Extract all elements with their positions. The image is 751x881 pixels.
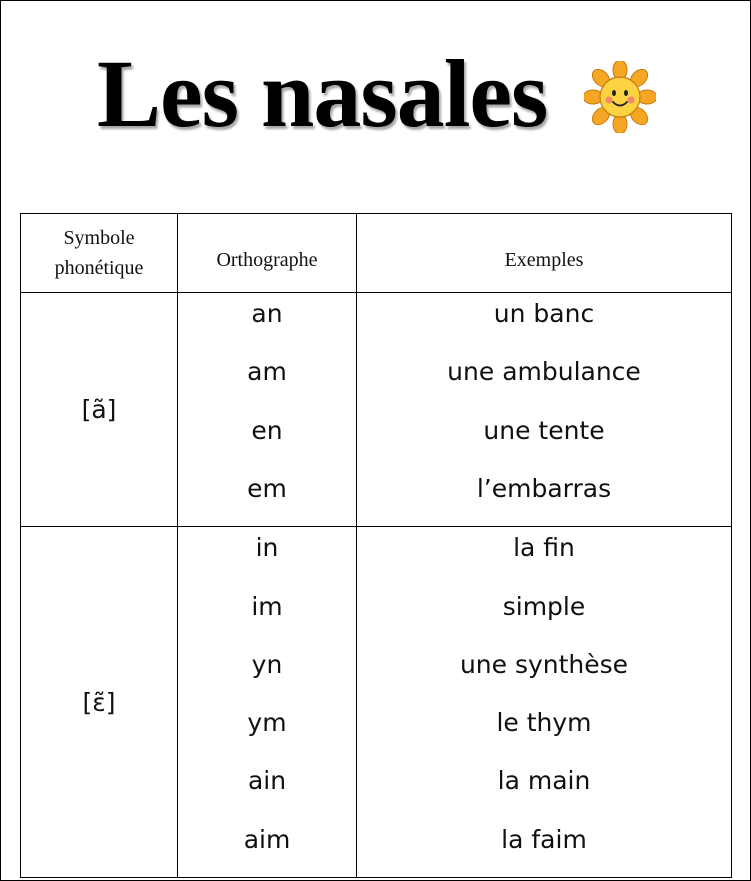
table-row (21, 293, 732, 527)
example-item: l’embarras (476, 473, 612, 503)
spelling-item: an (251, 299, 283, 328)
spelling-item: yn (251, 649, 283, 679)
example-item: la main (497, 766, 591, 796)
header-row (21, 214, 732, 293)
spelling-item: in (255, 533, 279, 563)
page-title: Les nasales (97, 40, 548, 147)
sun-icon (584, 61, 656, 133)
phonetic-symbol: [ã] (21, 293, 178, 527)
spelling-item: im (251, 591, 283, 621)
example-item: un banc (493, 299, 595, 328)
example-list (357, 527, 732, 878)
example-item: simple (502, 591, 586, 621)
table-row (21, 527, 732, 878)
spelling-item: ym (247, 708, 287, 738)
spelling-item: ain (247, 766, 287, 796)
nasales-table (20, 213, 732, 878)
spelling-list (178, 293, 357, 527)
title-row (1, 39, 750, 149)
example-item: la fin (513, 533, 575, 563)
example-item: une synthèse (459, 649, 629, 679)
header-symbole: Symbole phonétique (21, 214, 178, 293)
example-item: une tente (483, 415, 605, 445)
header-orthographe: Orthographe (178, 214, 357, 293)
example-item: une ambulance (447, 357, 641, 387)
spelling-item: em (247, 473, 287, 503)
spelling-list (178, 527, 357, 878)
example-item: le thym (496, 708, 592, 738)
example-list (357, 293, 732, 527)
spelling-item: aim (243, 824, 291, 854)
spelling-item: en (251, 415, 283, 445)
spelling-item: am (247, 357, 287, 387)
header-exemples: Exemples (357, 214, 732, 293)
example-item: la faim (501, 824, 587, 854)
phonetic-symbol: [ɛ̃] (21, 527, 178, 878)
